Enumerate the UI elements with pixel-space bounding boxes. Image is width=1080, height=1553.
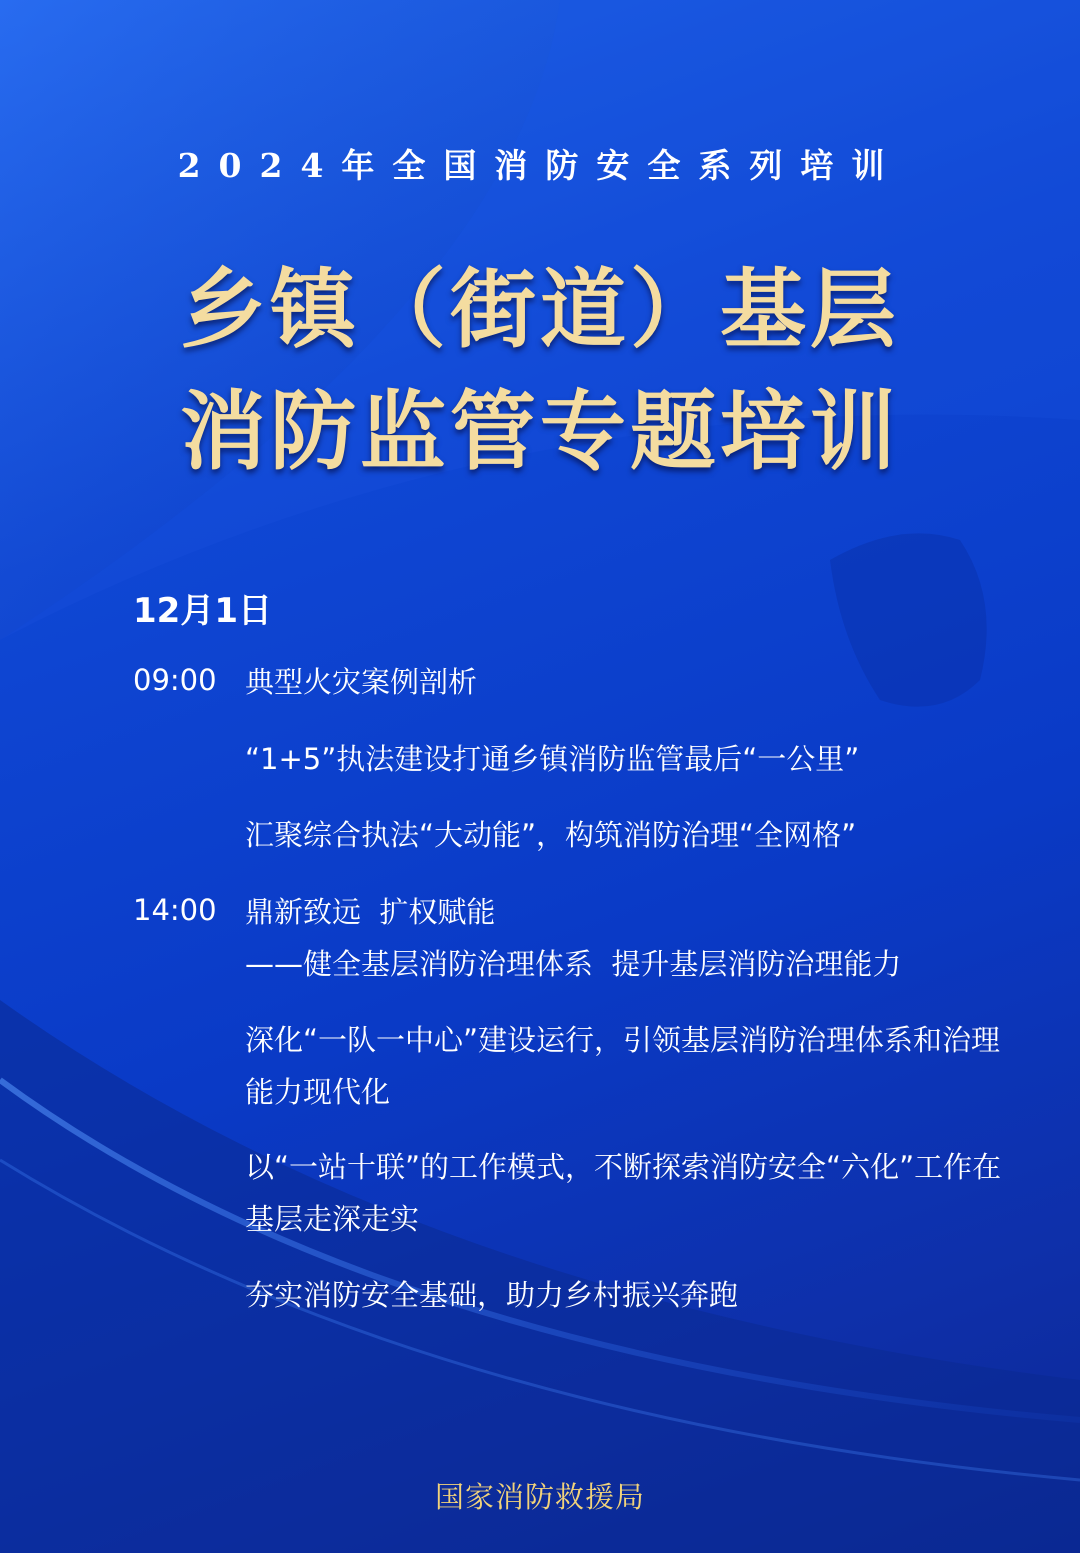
title-line-1: 乡镇（街道）基层 xyxy=(180,260,900,360)
agenda-item: 夯实消防安全基础，助力乡村振兴奔跑 xyxy=(245,1278,739,1312)
agenda-item: 深化“一队一中心”建设运行，引领基层消防治理体系和治理能力现代化 xyxy=(245,1023,1001,1109)
title-line-2: 消防监管专题培训 xyxy=(180,382,900,482)
subtitle: 2024年全国消防安全系列培训 xyxy=(177,146,903,185)
agenda-item: 典型火灾案例剖析 xyxy=(245,665,478,699)
agenda-item: 汇聚综合执法“大动能”，构筑消防治理“全网格” xyxy=(245,818,857,852)
time-morning: 09:00 xyxy=(133,663,217,697)
agenda-item: “1+5”执法建设打通乡镇消防监管最后“一公里” xyxy=(245,742,860,776)
schedule-date: 12月1日 xyxy=(133,591,272,631)
agenda-item: 以“一站十联”的工作模式，不断探索消防安全“六化”工作在基层走深走实 xyxy=(245,1150,1002,1236)
organization-name: 国家消防救援局 xyxy=(434,1480,645,1514)
time-afternoon: 14:00 xyxy=(133,893,217,927)
agenda-item: 鼎新致远 扩权赋能 ——健全基层消防治理体系 提升基层消防治理能力 xyxy=(245,895,902,981)
